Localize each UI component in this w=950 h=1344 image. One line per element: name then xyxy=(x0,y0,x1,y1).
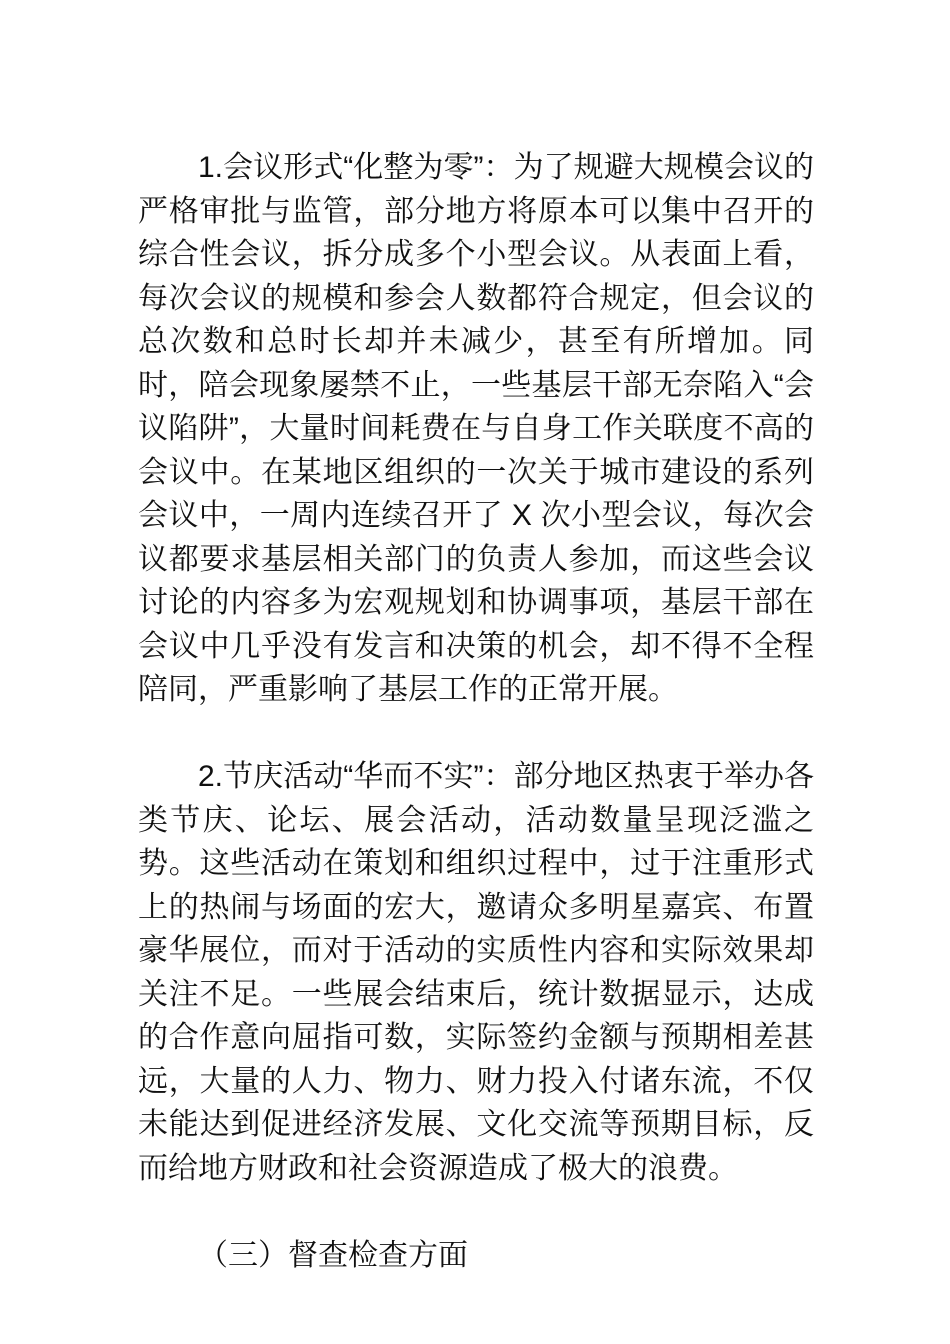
paragraph-meeting-format: 1.会议形式“化整为零”：为了规避大规模会议的严格审批与监管，部分地方将原本可以集中召开的综合性会议，拆分成多个小型会议。从表面上看，每次会议的规模和参会人数都符合规定，但会议的总次数和总时长却并未减少，甚至有所增加。同时，陪会现象屡禁不止，一些基层干部无奈陷入“会议陷阱”，大量时间耗费在与自身工作关联度不高的会议中。在某地区组织的一次关于城市建设的系列会议中，一周内连续召开了 X 次小型会议，每次会议都要求基层相关部门的负责人参加，而这些会议讨论的内容多为宏观规划和协调事项，基层干部在会议中几乎没有发言和决策的机会，却不得不全程陪同，严重影响了基层工作的正常开展。 xyxy=(138,151,814,706)
heading-supervision-inspection: （三）督查检查方面 xyxy=(198,1238,468,1272)
paragraph-festival-activities: 2.节庆活动“华而不实”：部分地区热衷于举办各类节庆、论坛、展会活动，活动数量呈现泛滥之势。这些活动在策划和组织过程中，过于注重形式上的热闹与场面的宏大，邀请众多明星嘉宾、布置豪华展位，而对于活动的实质性内容和实际效果却关注不足。一些展会结束后，统计数据显示，达成的合作意向屈指可数，实际签约金额与预期相差甚远，大量的人力、物力、财力投入付诸东流，不仅未能达到促进经济发展、文化交流等预期目标，反而给地方财政和社会资源造成了极大的浪费。 xyxy=(138,760,814,1185)
document-body xyxy=(138,146,814,1277)
